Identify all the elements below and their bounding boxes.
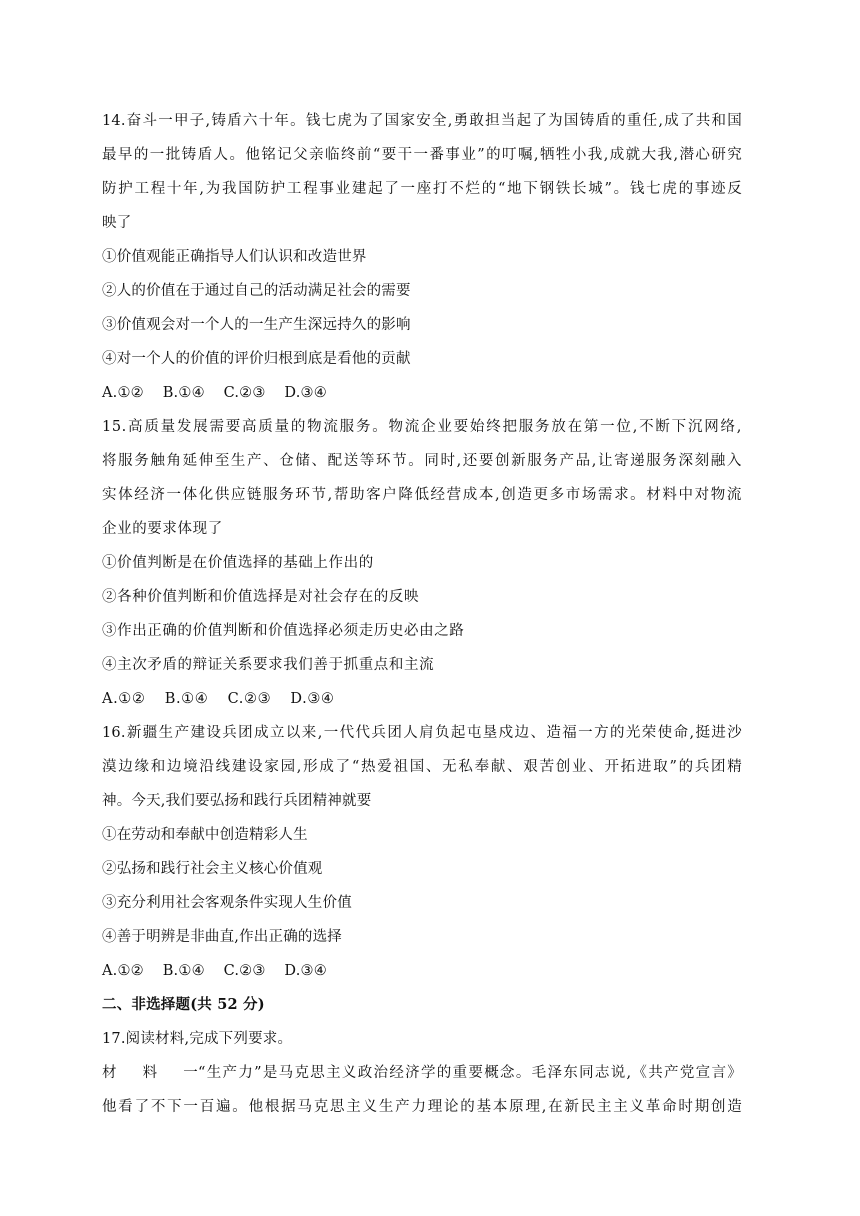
stem-line: 防护工程十年,为我国防护工程事业建起了一座打不烂的“地下钢铁长城”。钱七虎的事迹反 bbox=[102, 181, 742, 197]
option-3: ③作出正确的价值判断和价值选择必须走历史必由之路 bbox=[102, 623, 465, 639]
stem-line: 最早的一批铸盾人。他铭记父亲临终前“要干一番事业”的叮嘱,牺牲小我,成就大我,潜心研究 bbox=[102, 147, 742, 163]
answer-c: C.②③ bbox=[223, 385, 266, 401]
question-14 bbox=[102, 104, 742, 410]
question-17 bbox=[102, 1022, 742, 1124]
stem-line: 漠边缘和边境沿线建设家园,形成了“热爱祖国、无私奉献、艰苦创业、开拓进取”的兵团精 bbox=[102, 759, 742, 775]
answer-choices bbox=[102, 376, 742, 410]
question-15 bbox=[102, 410, 742, 716]
answer-b: B.①④ bbox=[164, 691, 209, 707]
exam-page bbox=[102, 104, 742, 1124]
stem-line: 14.奋斗一甲子,铸盾六十年。钱七虎为了国家安全,勇敢担当起了为国铸盾的重任,成了共和国 bbox=[102, 113, 742, 129]
question-15-stem bbox=[102, 410, 742, 546]
material-label: 材料一 bbox=[102, 1065, 198, 1081]
stem-line: 映了 bbox=[102, 215, 132, 231]
stem-line: 将服务触角延伸至生产、仓储、配送等环节。同时,还要创新服务产品,让寄递服务深刻融入 bbox=[102, 453, 742, 469]
stem-line: 实体经济一体化供应链服务环节,帮助客户降低经营成本,创造更多市场需求。材料中对物流 bbox=[102, 487, 742, 503]
option-2: ②弘扬和践行社会主义核心价值观 bbox=[102, 861, 323, 877]
answer-c: C.②③ bbox=[227, 691, 272, 707]
answer-b: B.①④ bbox=[162, 385, 205, 401]
answer-choices bbox=[102, 954, 742, 988]
option-2: ②人的价值在于通过自己的活动满足社会的需要 bbox=[102, 283, 411, 299]
answer-b: B.①④ bbox=[162, 963, 205, 979]
option-1: ①价值观能正确指导人们认识和改造世界 bbox=[102, 249, 367, 265]
option-3: ③充分利用社会客观条件实现人生价值 bbox=[102, 895, 352, 911]
stem-line: 神。今天,我们要弘扬和践行兵团精神就要 bbox=[102, 793, 372, 809]
material-text: “生产力”是马克思主义政治经济学的重要概念。毛泽东同志说,《共产党宣言》 bbox=[198, 1065, 742, 1081]
option-2: ②各种价值判断和价值选择是对社会存在的反映 bbox=[102, 589, 420, 605]
question-16-stem bbox=[102, 716, 742, 818]
answer-d: D.③④ bbox=[284, 963, 327, 979]
question-17-stem: 17.阅读材料,完成下列要求。 bbox=[102, 1031, 293, 1047]
option-1: ①价值判断是在价值选择的基础上作出的 bbox=[102, 555, 374, 571]
option-4: ④对一个人的价值的评价归根到底是看他的贡献 bbox=[102, 351, 411, 367]
stem-line: 企业的要求体现了 bbox=[102, 521, 223, 537]
option-3: ③价值观会对一个人的一生产生深远持久的影响 bbox=[102, 317, 411, 333]
stem-line: 16.新疆生产建设兵团成立以来,一代代兵团人肩负起屯垦戍边、造福一方的光荣使命,挺进沙 bbox=[102, 725, 742, 741]
option-4: ④善于明辨是非曲直,作出正确的选择 bbox=[102, 929, 343, 945]
material-one bbox=[102, 1056, 742, 1124]
section-heading: 二、非选择题(共 52 分) bbox=[102, 996, 265, 1013]
answer-d: D.③④ bbox=[290, 691, 335, 707]
answer-c: C.②③ bbox=[223, 963, 266, 979]
material-line: 他看了不下一百遍。他根据马克思主义生产力理论的基本原理,在新民主主义革命时期创造 bbox=[102, 1099, 742, 1115]
question-16 bbox=[102, 716, 742, 988]
answer-a: A.①② bbox=[102, 385, 144, 401]
material-line bbox=[102, 1056, 742, 1090]
question-14-stem bbox=[102, 104, 742, 240]
stem-line: 15.高质量发展需要高质量的物流服务。物流企业要始终把服务放在第一位,不断下沉网络, bbox=[102, 419, 742, 435]
option-1: ①在劳动和奉献中创造精彩人生 bbox=[102, 827, 308, 843]
option-4: ④主次矛盾的辩证关系要求我们善于抓重点和主流 bbox=[102, 657, 435, 673]
answer-d: D.③④ bbox=[284, 385, 327, 401]
answer-a: A.①② bbox=[102, 691, 146, 707]
answer-a: A.①② bbox=[102, 963, 144, 979]
answer-choices bbox=[102, 682, 742, 716]
